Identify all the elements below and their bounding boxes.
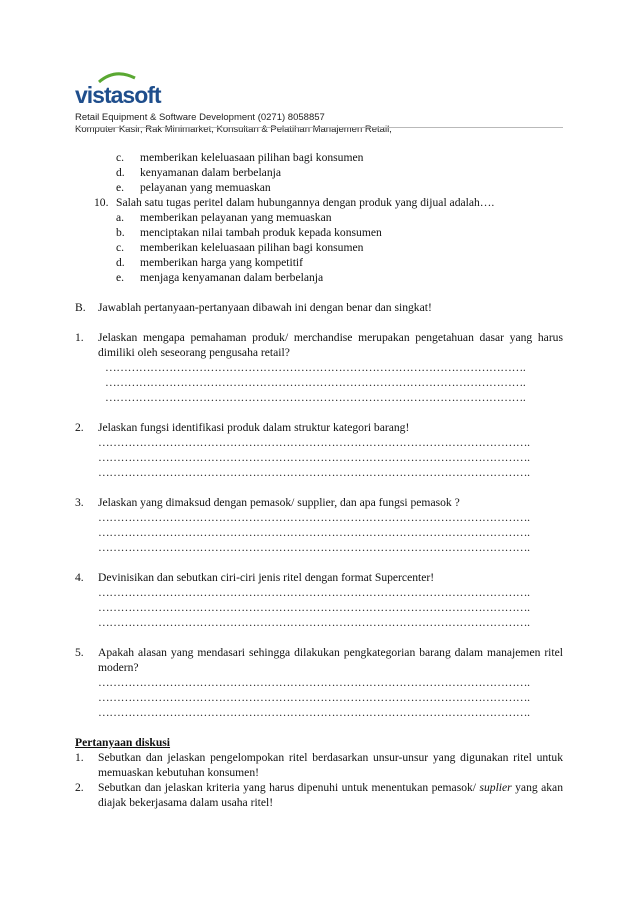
discussion-title: Pertanyaan diskusi (75, 736, 171, 749)
question-10: 10. Salah satu tugas peritel dalam hubungannya dengan produk yang dijual adalah…. (94, 196, 495, 209)
essay-question-2: 2. Jelaskan fungsi identifikasi produk dalam struktur kategori barang! (75, 421, 410, 434)
vistasoft-logo (75, 78, 560, 106)
section-b-heading: B. Jawablah pertanyaan-pertanyaan dibawah ini dengan benar dan singkat! (75, 301, 432, 314)
answer-line: ……………………………………………………………………………………………………. (98, 676, 530, 689)
company-line-1: Retail Equipment & Software Development (0271) 8058857 (75, 112, 325, 123)
answer-line: ……………………………………………………………………………………………………. (98, 526, 530, 539)
q10-option-b: b. menciptakan nilai tambah produk kepada konsumen (116, 226, 382, 239)
discussion-question-2: 2. Sebutkan dan jelaskan kriteria yang harus dipenuhi untuk menentukan pemasok/ suplier yang akan diajak bekerjasama dalam usaha ritel! (75, 781, 563, 809)
q10-option-c: c. memberikan keleluasaan pilihan bagi konsumen (116, 241, 364, 254)
answer-line: …………………………………………………………………………………………………. (105, 391, 526, 404)
prev-option-c: c. memberikan keleluasaan pilihan bagi konsumen (116, 151, 364, 164)
answer-line: …………………………………………………………………………………………………. (105, 376, 526, 389)
answer-line: ……………………………………………………………………………………………………. (98, 511, 530, 524)
answer-line: ……………………………………………………………………………………………………. (98, 691, 530, 704)
essay-question-4: 4. Devinisikan dan sebutkan ciri-ciri jenis ritel dengan format Supercenter! (75, 571, 435, 584)
essay-question-5: 5. Apakah alasan yang mendasari sehingga dilakukan pengkategorian barang dalam manajemen ritel modern? (75, 646, 563, 674)
answer-line: ……………………………………………………………………………………………………. (98, 466, 530, 479)
answer-line: ……………………………………………………………………………………………………. (98, 541, 530, 554)
answer-line: ……………………………………………………………………………………………………. (98, 601, 530, 614)
discussion-question-1: 1. Sebutkan dan jelaskan pengelompokan ritel berdasarkan unsur-unsur yang digunakan ritel untuk memuaskan kebutuhan konsumen! (75, 751, 563, 779)
answer-line: …………………………………………………………………………………………………. (105, 361, 526, 374)
essay-question-1: 1. Jelaskan mengapa pemahaman produk/ merchandise merupakan pengetahuan dasar yang harus dimiliki oleh seseorang pengusaha retail? (75, 331, 563, 359)
answer-line: ……………………………………………………………………………………………………. (98, 436, 530, 449)
q10-option-d: d. memberikan harga yang kompetitif (116, 256, 304, 269)
logo-text: vistasoft (75, 82, 161, 108)
answer-line: ……………………………………………………………………………………………………. (98, 706, 530, 719)
document-body (75, 150, 563, 810)
company-line-2: Komputer Kasir, Rak Minimarket, Konsultan & Pelatihan Manajemen Retail, (75, 124, 392, 135)
answer-line: ……………………………………………………………………………………………………. (98, 451, 530, 464)
essay-question-3: 3. Jelaskan yang dimaksud dengan pemasok/ supplier, dan apa fungsi pemasok ? (75, 496, 460, 509)
q10-option-e: e. menjaga kenyamanan dalam berbelanja (116, 271, 324, 284)
prev-option-d: d. kenyamanan dalam berbelanja (116, 166, 281, 179)
prev-option-e: e. pelayanan yang memuaskan (116, 181, 271, 194)
q10-option-a: a. memberikan pelayanan yang memuaskan (116, 211, 332, 224)
header-divider (75, 127, 563, 128)
answer-line: ……………………………………………………………………………………………………. (98, 616, 530, 629)
answer-line: ……………………………………………………………………………………………………. (98, 586, 530, 599)
